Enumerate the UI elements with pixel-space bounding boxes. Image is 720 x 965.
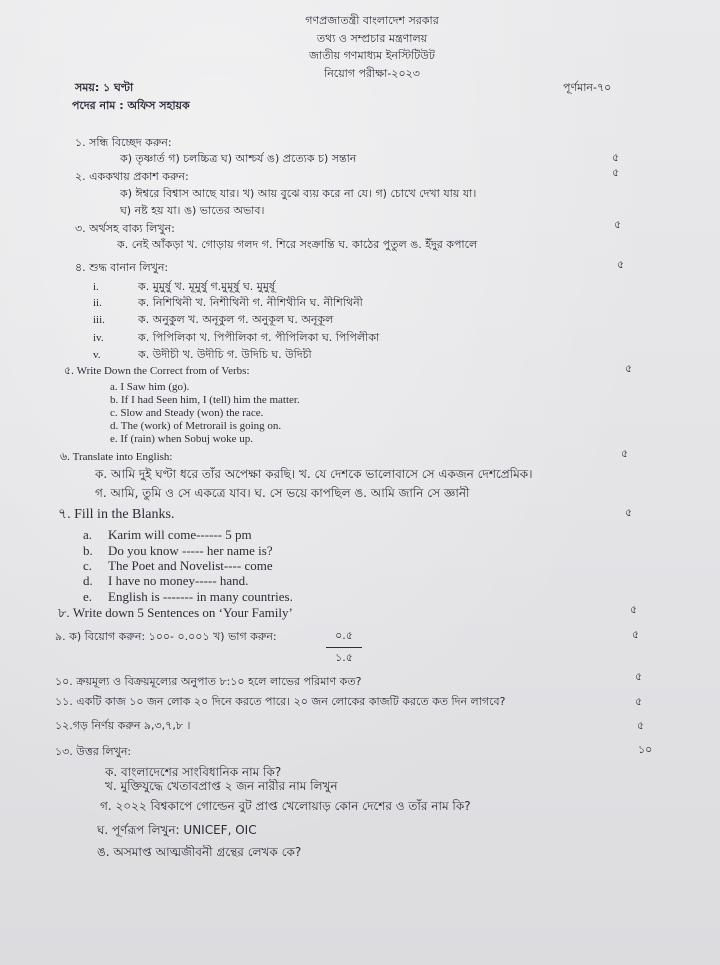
question-4-item-options: ক. পিপিলিকা খ. পিপীলিকা গ. পীপিলিকা ঘ. পিপিলীকা [138, 331, 380, 344]
question-8-title: ৮. Write down 5 Sentences on ‘Your Family’ [58, 605, 293, 620]
question-11-title: ১১. একটি কাজ ১০ জন লোক ২০ দিনে করতে পারে। ২০ জন লোকের কাজটি করতে কত দিন লাগবে? [55, 695, 506, 708]
question-5-title: ৫. Write Down the Correct from of Verbs: [64, 365, 250, 377]
question-9-marks: ৫ [632, 628, 640, 641]
question-4-marks: ৫ [617, 258, 625, 271]
question-7-item-label: a. [83, 527, 93, 542]
question-1-title: ১. সন্ধি বিচ্ছেদ করুন: [75, 136, 172, 149]
question-7-item-label: e. [83, 589, 93, 604]
question-10-title: ১০. ক্রয়মূল্য ও বিক্রয়মূল্যের অনুপাত ৮:১০ হলে লাভের পরিমাণ কত? [55, 675, 362, 688]
question-3-line: ক. নেই আঁকড়া খ. গোড়ায় গলদ গ. শিরে সংক্রান্তি ঘ. কাঠের পুতুল ঙ. ইঁদুর কপালে [117, 238, 478, 251]
question-7-item-text: I have no money----- hand. [108, 573, 249, 588]
fraction-numerator: ০.৫ [335, 629, 353, 642]
question-13-item: ঙ. অসমাপ্ত আত্মজীবনী গ্রন্থের লেখক কে? [97, 845, 302, 859]
question-6-title: ৬. Translate into English: [60, 451, 173, 463]
question-7-item-text: Do you know ----- her name is? [108, 543, 273, 558]
question-4-item-label: i. [93, 281, 99, 293]
question-4-item-label: iv. [93, 332, 104, 344]
question-4-item-label: ii. [93, 297, 102, 309]
exam-duration: সময়: ১ ঘণ্টা [75, 81, 134, 94]
question-5-item: c. Slow and Steady (won) the race. [110, 407, 264, 419]
header-ministry: তথ্য ও সম্প্রচার মন্ত্রণালয় [316, 31, 428, 45]
question-6-line: ক. আমি দুই ঘণ্টা ধরে তাঁর অপেক্ষা করছি। খ. যে দেশকে ভালোবাসে সে একজন দেশপ্রেমিক। [95, 467, 533, 481]
question-11-marks: ৫ [635, 695, 643, 708]
question-7-item-label: d. [83, 573, 93, 588]
question-13-item: খ. মুক্তিযুদ্ধে খেতাবপ্রাপ্ত ২ জন নারীর নাম লিখুন [105, 779, 338, 793]
question-12-title: ১২.গড় নির্ণয় করুন ৯,৩,৭,৮ । [55, 719, 191, 732]
question-6-marks: ৫ [621, 447, 629, 460]
question-9-fraction [326, 629, 362, 665]
question-2-title: ২. এককথায় প্রকাশ করুন: [75, 170, 189, 183]
fraction-denominator: ১.৫ [335, 651, 353, 664]
question-7-item-text: The Poet and Novelist---- come [108, 558, 273, 573]
exam-header [222, 12, 522, 82]
post-name: পদের নাম : অফিস সহায়ক [72, 99, 190, 112]
question-5-marks: ৫ [625, 362, 633, 375]
question-7-item-text: Karim will come------ 5 pm [108, 527, 252, 542]
question-12-marks: ৫ [637, 719, 645, 732]
question-7-item-label: b. [83, 543, 93, 558]
question-13-title: ১৩. উত্তর লিখুন: [55, 745, 132, 758]
question-3-title: ৩. অর্থসহ বাক্য লিখুন: [75, 222, 175, 235]
question-6-line: গ. আমি, তুমি ও সে একত্রে যাব। ঘ. সে ভয়ে কাপছিল ঙ. আমি জানি সে জ্ঞানী [95, 486, 470, 500]
question-2-line: ক) ঈশ্বরে বিশ্বাস আছে যার। খ) আয় বুঝে ব্যয় করে না যে। গ) চোখে দেখা যায় যা। [120, 187, 477, 200]
question-7-item-text: English is ------- in many countries. [108, 589, 293, 604]
question-13-item: ঘ. পূর্ণরূপ লিখুন: UNICEF, OIC [97, 823, 257, 837]
header-government: গণপ্রজাতন্ত্রী বাংলাদেশ সরকার [305, 14, 439, 27]
question-3-marks: ৫ [614, 218, 622, 231]
question-4-item-options: ক. মুমুর্ষু খ. মূমুর্ষু গ.মুমূর্ষু ঘ. মুমুর্ষূ [138, 280, 276, 293]
question-13-marks: ১০ [638, 743, 653, 756]
header-institute: জাতীয় গণমাধ্যম ইনস্টিটিউট [309, 49, 435, 62]
question-1-line: ক) তৃষ্ণার্ত গ) চলচ্চিত্র ঘ) আশ্চর্য ঙ) প্রত্যেক চ) সন্তান [120, 152, 357, 165]
question-7-title: ৭. Fill in the Blanks. [58, 507, 175, 522]
question-2-marks: ৫ [612, 166, 620, 179]
question-13-item: ক. বাংলাদেশের সাংবিধানিক নাম কি? [105, 765, 282, 779]
question-5-item: a. I Saw him (go). [110, 381, 190, 393]
question-7-item-label: c. [83, 558, 93, 573]
header-exam-title: নিয়োগ পরীক্ষা-২০২৩ [324, 66, 420, 80]
question-5-item: b. If I had Seen him, I (tell) him the matter. [110, 394, 300, 406]
question-5-item: e. If (rain) when Sobuj woke up. [110, 433, 253, 445]
question-1-marks: ৫ [612, 151, 620, 164]
question-4-item-label: iii. [93, 314, 105, 326]
question-4-item-options: ক. অনুকুল খ. অনূকুল গ. অনুকূল ঘ. অনূকূল [138, 313, 334, 326]
question-2-line: ঘ) নষ্ট হয় যা। ঙ) ভাতের অভাব। [120, 204, 265, 217]
question-13-item: গ. ২০২২ বিশ্বকাপে গোল্ডেন বুট প্রাপ্ত খেলোয়াড় কোন দেশের ও তাঁর নাম কি? [100, 799, 471, 813]
question-4-item-label: v. [93, 349, 101, 361]
question-7-marks: ৫ [625, 506, 633, 519]
question-10-marks: ৫ [635, 670, 643, 683]
question-4-item-options: ক. নিশিথিনী খ. নিশীথিনী গ. নীশিথীনি ঘ. নীশিথিনী [138, 296, 363, 309]
fraction-bar [326, 647, 362, 648]
question-5-item: d. The (work) of Metrorail is going on. [110, 420, 282, 432]
question-4-item-options: ক. উদীচী খ. উদীচি গ. উদিচি ঘ. উদিচী [138, 348, 312, 361]
question-4-title: ৪. শুদ্ধ বানান লিখুন: [75, 261, 169, 274]
full-marks: পূর্ণমান-৭০ [563, 81, 612, 94]
question-9-title: ৯. ক) বিয়োগ করুন: ১০০- ০.০০১ খ) ভাগ করুন: [55, 630, 277, 643]
question-8-marks: ৫ [630, 603, 638, 616]
